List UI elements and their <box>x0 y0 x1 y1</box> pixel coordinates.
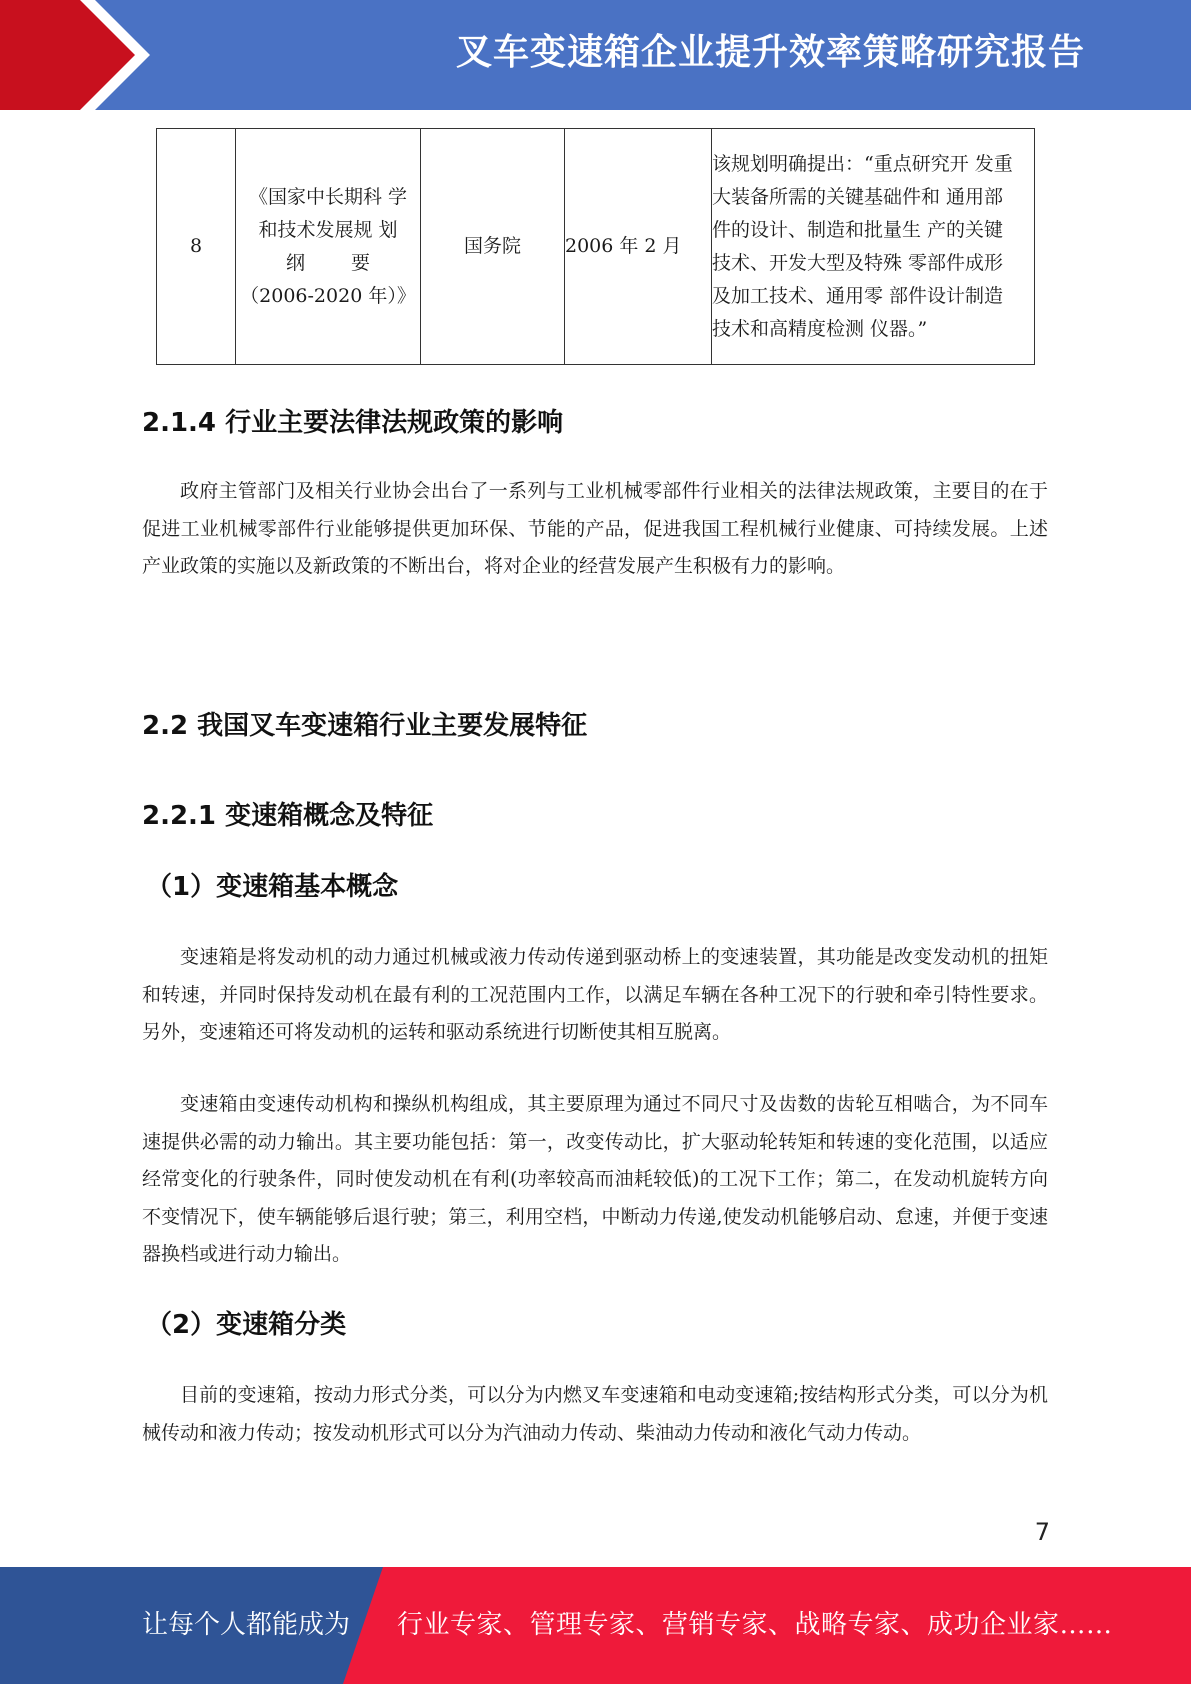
description-line: 该规划明确提出：“重点研究开 发重 <box>712 152 1013 175</box>
description-line: 大装备所需的关键基础件和 通用部 <box>712 185 1004 208</box>
page-number: 7 <box>1034 1518 1050 1546</box>
policy-name-line: 纲 要 <box>285 251 371 274</box>
footer-slogan-right: 行业专家、管理专家、营销专家、战略专家、成功企业家…… <box>397 1610 1113 1640</box>
description-line: 及加工技术、通用零 部件设计制造 <box>712 284 1004 307</box>
policy-issuer: 国务院 <box>421 129 565 365</box>
row-number: 8 <box>157 129 236 365</box>
description-line: 技术和高精度检测 仪器。” <box>712 317 928 340</box>
concept-paragraph-2: 变速箱由变速传动机构和操纵机构组成，其主要原理为通过不同尺寸及齿数的齿轮互相啮合，为不同车速提供必需的动力输出。其主要功能包括：第一，改变传动比，扩大驱动轮转矩和转速的变化范围，以适应经常变化的行驶条件，同时使发动机在有利(功率较高而油耗较低)的工况下工作；第二，在发动机旋转方向不变情况下，使车辆能够后退行驶；第三，利用空档，中断动力传递,使发动机能够启动、怠速，并便于变速器换档或进行动力输出。 <box>142 1093 1048 1265</box>
report-title: 叉车变速箱企业提升效率策略研究报告 <box>455 32 1085 73</box>
policy-name-line: （2006-2020 年）》 <box>240 284 416 307</box>
red-arrow-tab <box>0 0 160 110</box>
concept-paragraph-1: 变速箱是将发动机的动力通过机械或液力传动传递到驱动桥上的变速装置，其功能是改变发动机的扭矩和转速，并同时保持发动机在最有利的工况范围内工作，以满足车辆在各种工况下的行驶和牵引特性要求。另外，变速箱还可将发动机的运转和驱动系统进行切断使其相互脱离。 <box>142 946 1048 1043</box>
policy-name-line: 《国家中长期科 学 <box>248 185 408 208</box>
section-heading-2-2: 2.2 我国叉车变速箱行业主要发展特征 <box>142 711 588 741</box>
subsection-heading-classification: （2）变速箱分类 <box>146 1310 347 1340</box>
policy-name <box>236 129 421 365</box>
policy-name-line: 和技术发展规 划 <box>258 218 398 241</box>
section-heading-2-2-1: 2.2.1 变速箱概念及特征 <box>142 801 434 831</box>
policy-table <box>156 128 1035 365</box>
footer-slogan-left: 让每个人都能成为 <box>142 1610 351 1640</box>
classification-paragraph: 目前的变速箱，按动力形式分类，可以分为内燃叉车变速箱和电动变速箱;按结构形式分类，可以分为机械传动和液力传动；按发动机形式可以分为汽油动力传动、柴油动力传动和液化气动力传动。 <box>142 1384 1048 1444</box>
header-banner <box>0 0 1191 110</box>
section-2-1-4-paragraph: 政府主管部门及相关行业协会出台了一系列与工业机械零部件行业相关的法律法规政策，主要目的在于促进工业机械零部件行业能够提供更加环保、节能的产品，促进我国工程机械行业健康、可持续发展。上述产业政策的实施以及新政策的不断出台，将对企业的经营发展产生积极有力的影响。 <box>142 480 1048 577</box>
section-heading-2-1-4: 2.1.4 行业主要法律法规政策的影响 <box>142 408 564 438</box>
table-row <box>157 129 1035 365</box>
policy-description <box>712 129 1035 365</box>
subsection-heading-concept: （1）变速箱基本概念 <box>146 872 399 902</box>
description-line: 件的设计、制造和批量生 产的关键 <box>712 218 1004 241</box>
footer-banner <box>0 1567 1191 1684</box>
policy-date: 2006 年 2 月 <box>565 129 712 365</box>
description-line: 技术、开发大型及特殊 零部件成形 <box>712 251 1004 274</box>
